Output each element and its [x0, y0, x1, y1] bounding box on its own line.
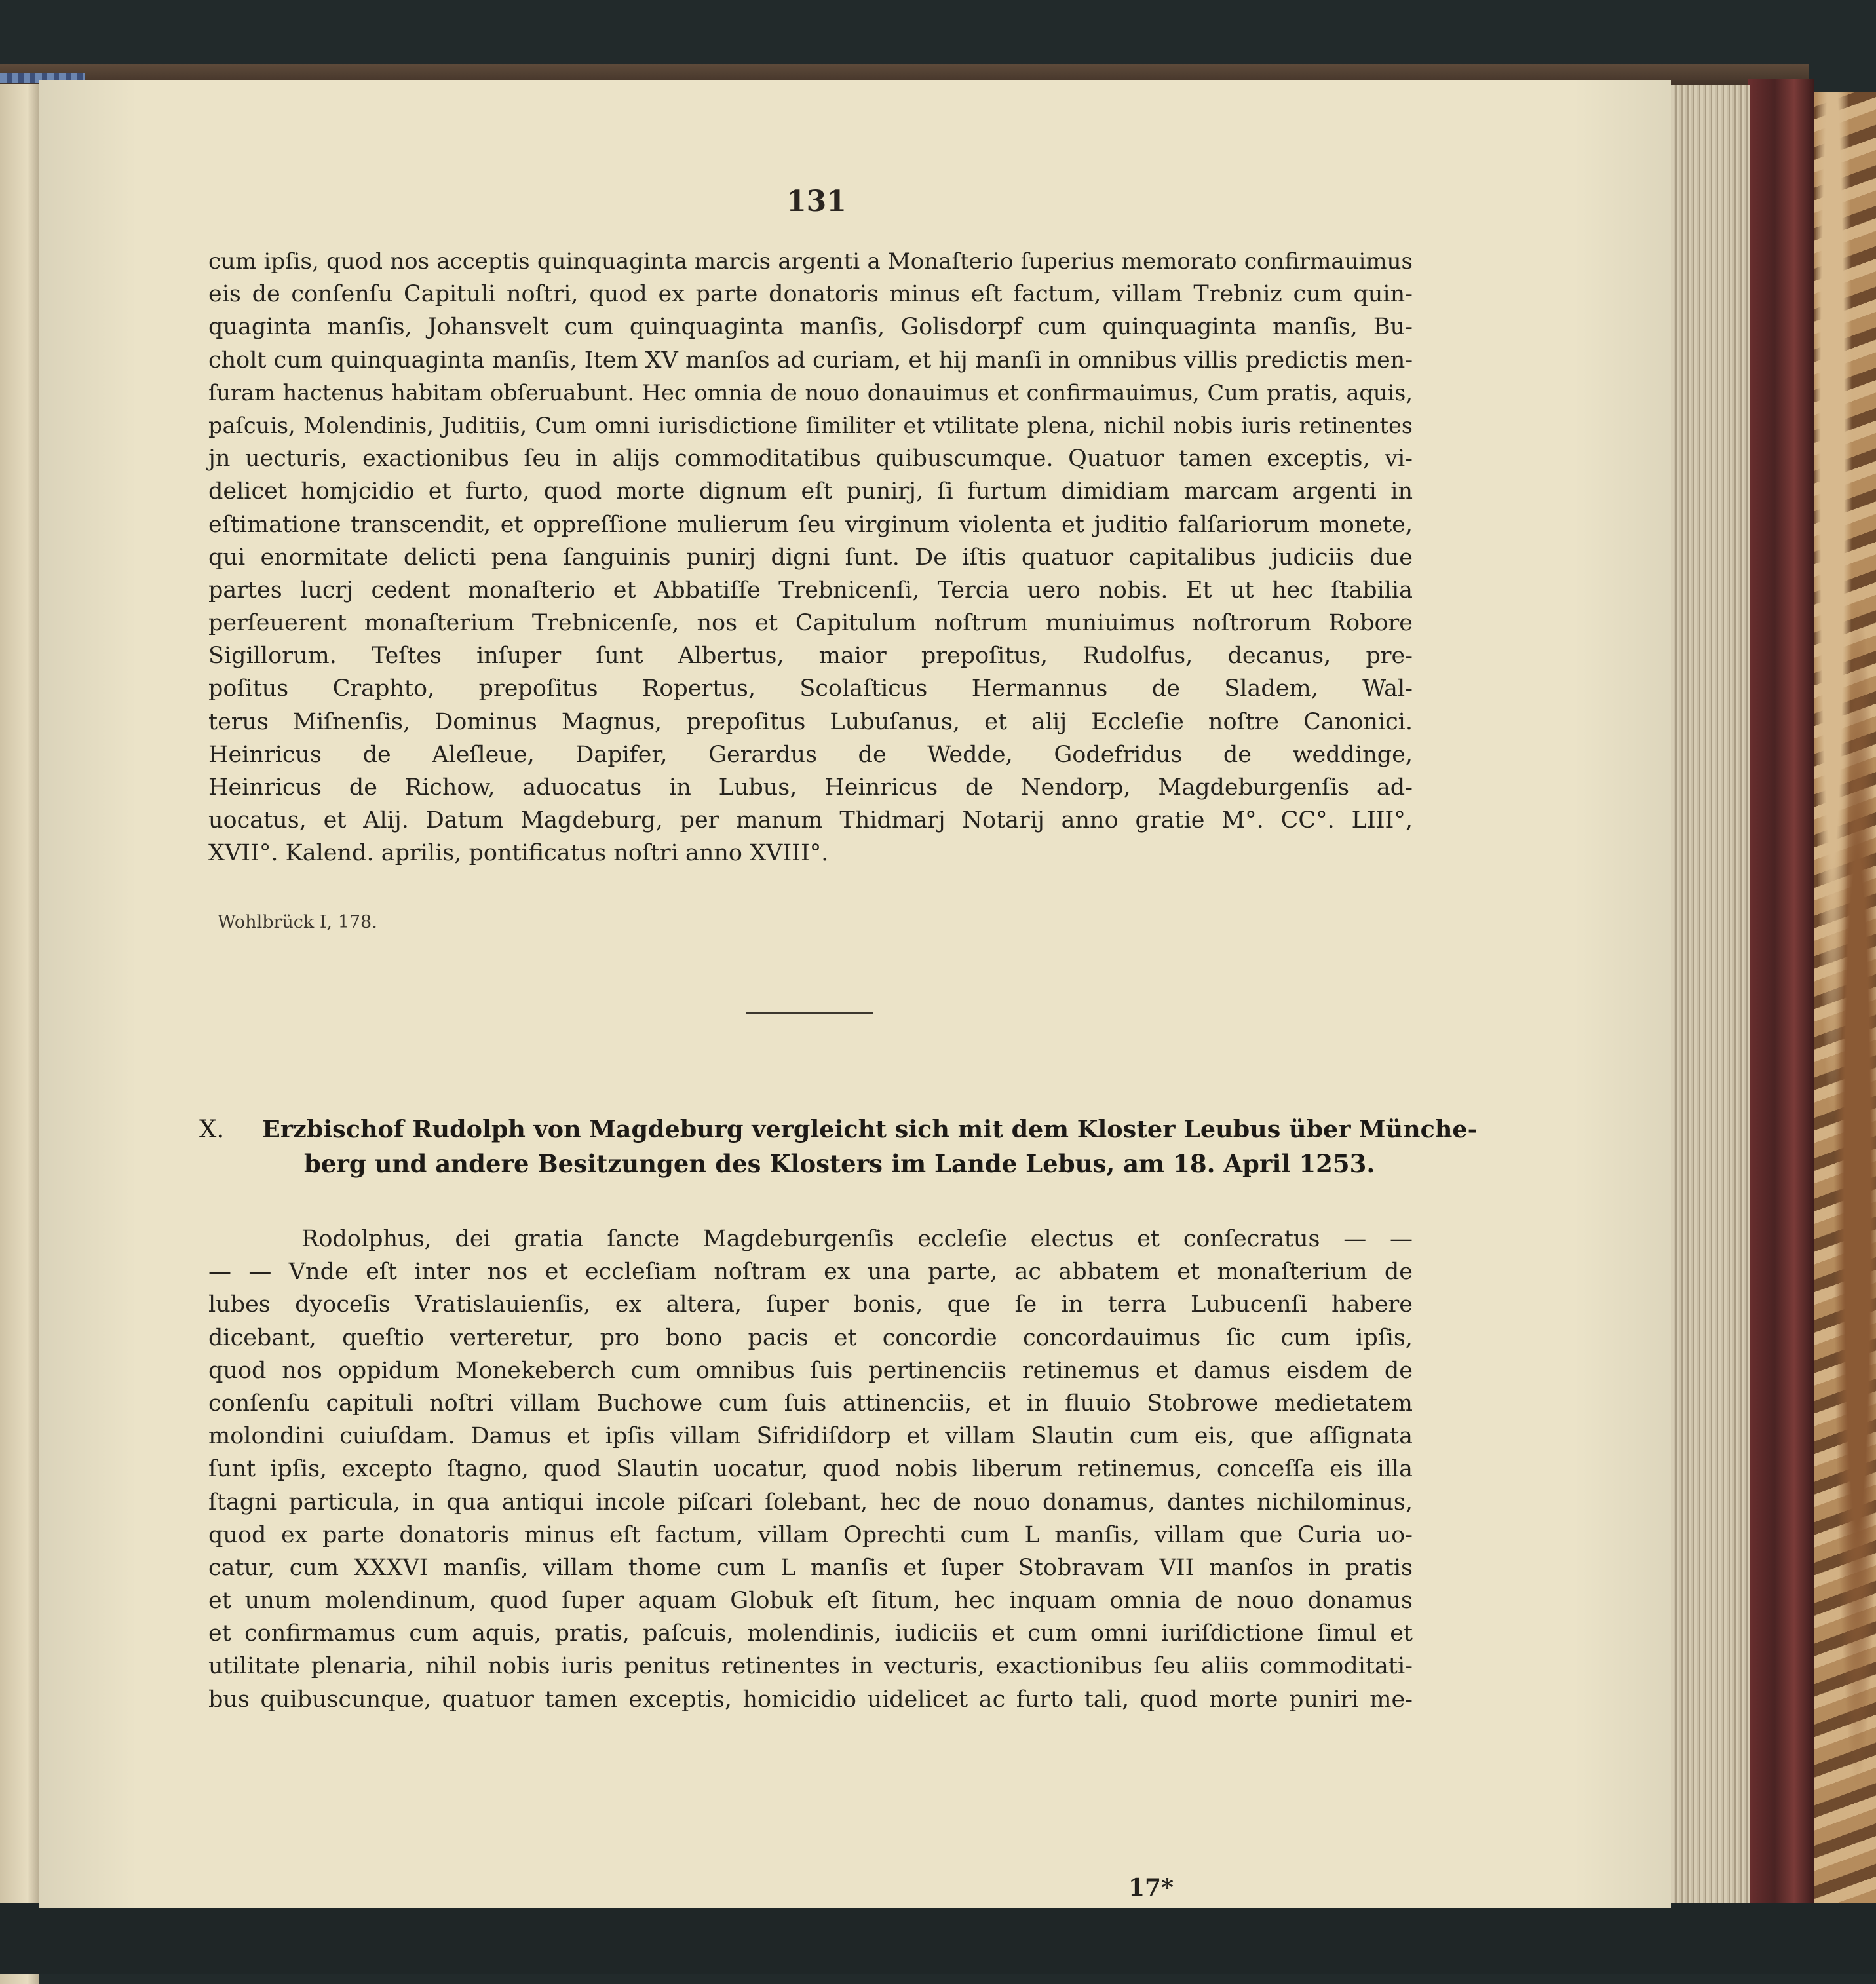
- text-line: Heinricus de Aleſleue, Dapifer, Gerardus de Wedde, Godefridus de weddinge,: [208, 741, 1413, 768]
- text-line: Heinricus de Richow, aduocatus in Lubus, Heinricus de Nendorp, Magdeburgenſis ad-: [208, 774, 1413, 801]
- text-line: uocatus, et Alij. Datum Magdeburg, per manum Thidmarj Notarij anno gratie M°. CC°. LIII°,: [208, 807, 1413, 834]
- text-line: quod ex parte donatoris minus eſt factum, villam Oprechti cum L manſis, villam que Curia uo-: [208, 1521, 1413, 1548]
- scan-background: [0, 1903, 1876, 1974]
- signature-mark: 17*: [1128, 1874, 1174, 1901]
- text-line: cholt cum quinquaginta manſis, Item XV manſos ad curiam, et hij manſi in omnibus villis predictis men-: [208, 347, 1413, 373]
- text-line: poſitus Craphto, prepoſitus Ropertus, Scolaſticus Hermannus de Sladem, Wal-: [208, 676, 1413, 702]
- text-line: eſtimatione transcendit, et oppreſſione mulierum ſeu virginum violenta et juditio falſariorum monete,: [208, 511, 1413, 538]
- text-line: partes lucrj cedent monaſterio et Abbatiſſe Trebnicenſi, Tercia uero nobis. Et ut hec ſtabilia: [208, 577, 1413, 603]
- text-line: ſuram hactenus habitam obſeruabunt. Hec omnia de nouo donauimus et confirmauimus, Cum pratis, aquis,: [208, 379, 1413, 406]
- text-line: qui enormitate delicti pena ſanguinis punirj digni ſunt. De iſtis quatuor capitalibus judiciis due: [208, 544, 1413, 571]
- text-line: paſcuis, Molendinis, Juditiis, Cum omni iurisdictione ſimiliter et vtilitate plena, nichil nobis iuris retinentes: [208, 412, 1413, 438]
- text-line: lubes dyoceſis Vratislauienſis, ex altera, ſuper bonis, que ſe in terra Lubucenſi habere: [208, 1291, 1413, 1318]
- text-line: catur, cum XXXVI manſis, villam thome cum L manſis et ſuper Stobravam VII manſos in pratis: [208, 1554, 1413, 1581]
- text-line: et confirmamus cum aquis, pratis, paſcuis, molendinis, iudiciis et cum omni iuriſdictione ſimul et: [208, 1620, 1413, 1647]
- text-line: perſeuerent monaſterium Trebnicenſe, nos et Capitulum noſtrum muniuimus noſtrorum Robore: [208, 610, 1413, 637]
- text-line: ſtagni particula, in qua antiqui incole piſcari ſolebant, hec de nouo donamus, dantes nichilominus,: [208, 1489, 1413, 1516]
- paragraph-1: [208, 245, 1413, 870]
- source-citation: Wohlbrück I, 178.: [218, 912, 377, 932]
- section-divider: [746, 1012, 873, 1014]
- heading-line: berg und andere Besitzungen des Klosters im Lande Lebus, am 18. April 1253.: [304, 1149, 1375, 1178]
- paragraph-2: [208, 1223, 1413, 1716]
- marbled-endpaper: [1814, 92, 1876, 1926]
- document-heading: [199, 1113, 1478, 1181]
- page-edges: [1668, 85, 1750, 1913]
- text-line: XVII°. Kalend. aprilis, pontificatus noſtri anno XVIII°.: [208, 840, 829, 867]
- text-line: terus Miſnenſis, Dominus Magnus, prepoſitus Lubuſanus, et alij Eccleſie noſtre Canonici.: [208, 708, 1413, 735]
- text-line: eis de conſenſu Capituli noſtri, quod ex parte donatoris minus eſt factum, villam Trebniz cum quin-: [208, 281, 1413, 308]
- heading-line: Erzbischof Rudolph von Magdeburg vergleicht sich mit dem Kloster Leubus über Münche-: [262, 1115, 1478, 1143]
- left-page-edge: [0, 84, 39, 1984]
- text-line: quod nos oppidum Monekeberch cum omnibus ſuis pertinenciis retinemus et damus eisdem de: [208, 1357, 1413, 1384]
- text-line: conſenſu capituli noſtri villam Buchowe cum ſuis attinenciis, et in fluuio Stobrowe medietatem: [208, 1390, 1413, 1417]
- text-line: utilitate plenaria, nihil nobis iuris penitus retinentes in vecturis, exactionibus ſeu aliis commoditati-: [208, 1653, 1413, 1680]
- text-line: cum ipſis, quod nos acceptis quinquaginta marcis argenti a Monaſterio ſuperius memorato confirmauimus: [208, 248, 1413, 275]
- text-line: jn uecturis, exactionibus ſeu in alijs commoditatibus quibuscumque. Quatuor tamen exceptis, vi-: [208, 446, 1413, 472]
- heading-number: X.: [199, 1115, 225, 1143]
- text-line: ſunt ipſis, excepto ſtagno, quod Slautin uocatur, quod nobis liberum retinemus, conceſſa eis illa: [208, 1456, 1413, 1483]
- text-line: dicebant, queſtio verteretur, pro bono pacis et concordie concordauimus ſic cum ipſis,: [208, 1324, 1413, 1351]
- text-line: quaginta manſis, Johansvelt cum quinquaginta manſis, Golisdorpf cum quinquaginta manſis, Bu-: [208, 314, 1413, 341]
- text-line: Rodolphus, dei gratia ſancte Magdeburgenſis eccleſie electus et conſecratus — —: [301, 1226, 1413, 1252]
- text-line: delicet homjcidio et furto, quod morte dignum eſt punirj, ſi furtum dimidiam marcam argenti in: [208, 478, 1413, 505]
- text-line: Sigillorum. Teſtes inſuper ſunt Albertus, maior prepoſitus, Rudolfus, decanus, pre-: [208, 643, 1413, 670]
- text-line: — — Vnde eſt inter nos et eccleſiam noſtram ex una parte, ac abbatem et monaſterium de: [208, 1259, 1413, 1286]
- text-line: bus quibuscunque, quatuor tamen exceptis, homicidio uidelicet ac furto tali, quod morte puniri me-: [208, 1686, 1413, 1713]
- text-line: molondini cuiuſdam. Damus et ipſis villam Sifridiſdorp et villam Slautin cum eis, que aſſignata: [208, 1423, 1413, 1450]
- page-number: 131: [786, 185, 847, 218]
- book-board-right: [1748, 79, 1814, 1926]
- text-line: et unum molendinum, quod ſuper aquam Globuk eſt ſitum, hec inquam omnia de nouo donamus: [208, 1588, 1413, 1614]
